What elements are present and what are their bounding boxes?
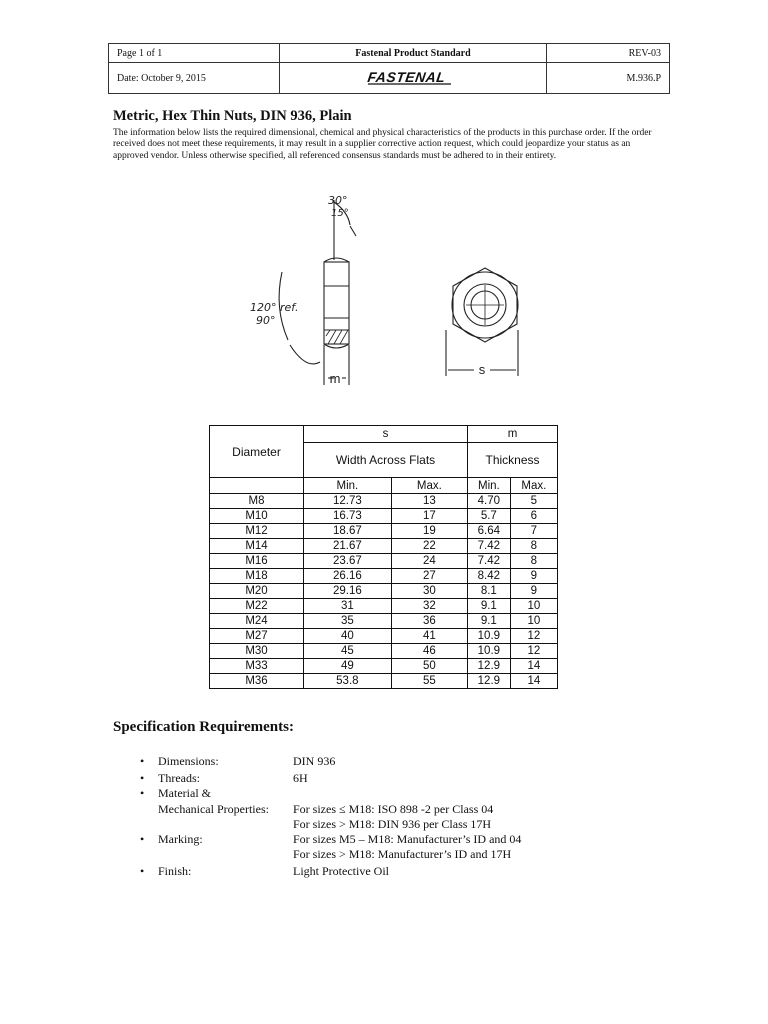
table-cell: 19 <box>391 524 467 539</box>
spec-threads <box>140 771 593 786</box>
s-header: s <box>304 426 468 443</box>
table-cell: M36 <box>210 674 304 689</box>
nut-side-body <box>324 262 349 344</box>
table-cell: 6 <box>510 509 557 524</box>
table-row <box>210 569 558 584</box>
table-cell: 8.1 <box>468 584 511 599</box>
table-cell: M33 <box>210 659 304 674</box>
table-cell: 23.67 <box>304 554 392 569</box>
bullet: • <box>140 832 145 847</box>
bullet: • <box>140 771 145 786</box>
table-cell: 5 <box>510 494 557 509</box>
table-cell: 50 <box>391 659 467 674</box>
table-cell: 12.9 <box>468 674 511 689</box>
spec-label: Mechanical Properties: <box>158 801 269 816</box>
spec-value: DIN 936 <box>293 754 336 768</box>
table-cell: 10.9 <box>468 644 511 659</box>
table-cell: 8.42 <box>468 569 511 584</box>
spec-requirements-title: Specification Requirements: <box>113 719 294 735</box>
table-cell: 40 <box>304 629 392 644</box>
table-cell: M18 <box>210 569 304 584</box>
spec-material-cont2 <box>140 817 593 832</box>
table-cell: 31 <box>304 599 392 614</box>
table-row <box>210 539 558 554</box>
table-cell: M10 <box>210 509 304 524</box>
table-cell: 41 <box>391 629 467 644</box>
dimensions-table <box>209 425 558 689</box>
logo-cell <box>280 63 547 94</box>
bullet: • <box>140 786 145 801</box>
table-row <box>210 554 558 569</box>
thickness-header: Thickness <box>468 443 558 478</box>
table-cell: M16 <box>210 554 304 569</box>
m-header: m <box>468 426 558 443</box>
table-cell: 14 <box>510 674 557 689</box>
table-cell: 10.9 <box>468 629 511 644</box>
hex-nut-drawing <box>238 190 538 390</box>
angle-30-label: 30° <box>328 194 348 207</box>
spec-label: Material & <box>158 786 211 801</box>
spec-value: 6H <box>293 771 308 786</box>
table-cell: 53.8 <box>304 674 392 689</box>
table-cell: 7 <box>510 524 557 539</box>
table-cell: 6.64 <box>468 524 511 539</box>
table-cell: 22 <box>391 539 467 554</box>
table-row <box>210 524 558 539</box>
table-cell: 21.67 <box>304 539 392 554</box>
table-cell: M30 <box>210 644 304 659</box>
table-cell: 35 <box>304 614 392 629</box>
spec-value: For sizes M5 – M18: Manufacturer’s ID and 04 <box>293 832 522 847</box>
table-cell: 13 <box>391 494 467 509</box>
spec-value: Light Protective Oil <box>293 864 389 879</box>
s-dimension-label: s <box>478 362 486 377</box>
table-cell: 7.42 <box>468 539 511 554</box>
table-cell: 8 <box>510 539 557 554</box>
table-cell: 12 <box>510 644 557 659</box>
fastenal-logo <box>367 68 459 86</box>
m-dimension-label: m <box>329 371 341 386</box>
table-cell: 8 <box>510 554 557 569</box>
table-row <box>210 584 558 599</box>
table-cell: 12.9 <box>468 659 511 674</box>
table-cell: 12.73 <box>304 494 392 509</box>
table-row <box>210 509 558 524</box>
table-cell: 32 <box>391 599 467 614</box>
spec-finish <box>140 864 593 879</box>
document-header <box>108 43 670 94</box>
table-cell: M8 <box>210 494 304 509</box>
table-row <box>210 674 558 689</box>
angle-120-label: 120° ref. <box>250 301 299 314</box>
table-cell: M24 <box>210 614 304 629</box>
table-row <box>210 629 558 644</box>
table-cell: 4.70 <box>468 494 511 509</box>
spec-label: Marking: <box>158 832 203 847</box>
table-cell: M20 <box>210 584 304 599</box>
table-cell: M22 <box>210 599 304 614</box>
table-cell: 49 <box>304 659 392 674</box>
table-cell: 55 <box>391 674 467 689</box>
table-cell: 26.16 <box>304 569 392 584</box>
table-cell: 16.73 <box>304 509 392 524</box>
table-cell: 29.16 <box>304 584 392 599</box>
table-row <box>210 614 558 629</box>
table-cell: 14 <box>510 659 557 674</box>
table-cell: 36 <box>391 614 467 629</box>
table-cell: 10 <box>510 614 557 629</box>
spec-value: For sizes > M18: Manufacturer’s ID and 17H <box>293 847 512 862</box>
dimensions-body <box>210 494 558 689</box>
standard-name: Fastenal Product Standard <box>280 44 547 63</box>
page-number: Page 1 of 1 <box>109 44 280 63</box>
document-date: Date: October 9, 2015 <box>109 63 280 94</box>
s-max-header: Max. <box>391 478 467 494</box>
logo-text: FASTENAL <box>367 68 447 85</box>
table-cell: 9.1 <box>468 599 511 614</box>
table-cell: M14 <box>210 539 304 554</box>
bullet: • <box>140 754 145 768</box>
table-cell: M27 <box>210 629 304 644</box>
spec-label: Dimensions: <box>158 754 219 768</box>
document-number: M.936.P <box>547 63 670 94</box>
table-cell: 45 <box>304 644 392 659</box>
table-row <box>210 644 558 659</box>
s-min-header: Min. <box>304 478 392 494</box>
table-cell: 10 <box>510 599 557 614</box>
revision: REV-03 <box>547 44 670 63</box>
table-cell: 18.67 <box>304 524 392 539</box>
spec-value: For sizes ≤ M18: ISO 898 -2 per Class 04 <box>293 801 494 816</box>
spec-label: Finish: <box>158 864 192 879</box>
width-across-flats-header: Width Across Flats <box>304 443 468 478</box>
diameter-header: Diameter <box>210 426 304 478</box>
spec-marking-cont <box>140 847 593 862</box>
table-cell: 12 <box>510 629 557 644</box>
spec-material-cont <box>140 802 593 817</box>
table-cell: 27 <box>391 569 467 584</box>
table-row <box>210 494 558 509</box>
table-cell: M12 <box>210 524 304 539</box>
spec-dimensions <box>140 754 593 769</box>
table-cell: 9.1 <box>468 614 511 629</box>
blank-sub-header <box>210 478 304 494</box>
m-min-header: Min. <box>468 478 511 494</box>
page-title: Metric, Hex Thin Nuts, DIN 936, Plain <box>113 108 352 124</box>
spec-marking <box>140 832 593 847</box>
angle-15-label: 15° <box>331 208 349 219</box>
spec-label: Threads: <box>158 771 200 786</box>
spec-list <box>140 754 593 880</box>
table-cell: 24 <box>391 554 467 569</box>
table-cell: 9 <box>510 584 557 599</box>
m-max-header: Max. <box>510 478 557 494</box>
table-cell: 7.42 <box>468 554 511 569</box>
table-cell: 5.7 <box>468 509 511 524</box>
spec-value: For sizes > M18: DIN 936 per Class 17H <box>293 816 492 831</box>
table-cell: 9 <box>510 569 557 584</box>
table-cell: 30 <box>391 584 467 599</box>
spec-material <box>140 786 593 801</box>
table-cell: 17 <box>391 509 467 524</box>
table-cell: 46 <box>391 644 467 659</box>
table-row <box>210 599 558 614</box>
table-row <box>210 659 558 674</box>
angle-90-label: 90° <box>256 314 276 327</box>
intro-paragraph: The information below lists the required dimensional, chemical and physical characteristics of the products in this purchase order. If the order received does not meet these requirements, it may result in a supplier corrective action request, which could jeopardize your status as an approved vendor. Unless otherwise specified, all referenced consensus standards must be adhered to in their entirety. <box>113 128 652 161</box>
bullet: • <box>140 864 145 879</box>
